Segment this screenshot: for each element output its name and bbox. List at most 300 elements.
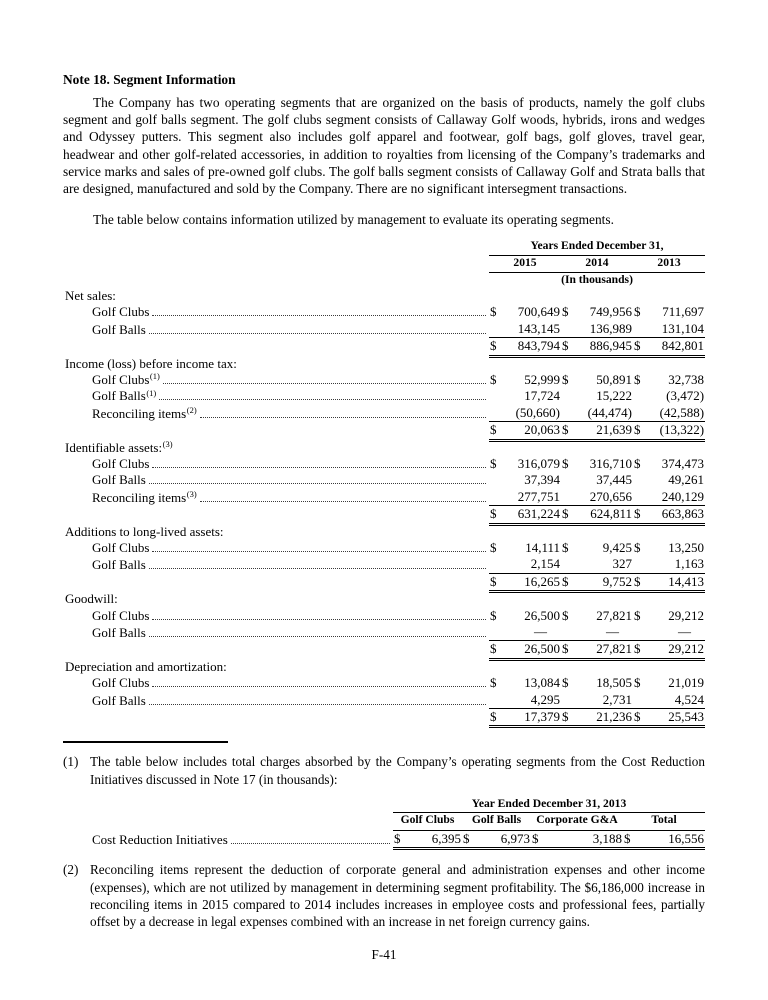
dollar-sign: $ bbox=[562, 675, 569, 691]
amount: 131,104 bbox=[661, 320, 705, 336]
amount: 20,063 bbox=[524, 422, 560, 438]
dot-leader bbox=[149, 483, 486, 484]
value-cell bbox=[561, 321, 633, 338]
value-cell-inner bbox=[489, 489, 561, 506]
dollar-sign: $ bbox=[634, 675, 641, 691]
section-title bbox=[63, 356, 705, 372]
money-value bbox=[489, 304, 561, 320]
total-cell-inner bbox=[633, 574, 705, 591]
dot-leader bbox=[152, 467, 486, 468]
row-label: Reconciling items $^{(2)}$ bbox=[63, 406, 489, 422]
amount: 14,111 bbox=[525, 540, 560, 556]
amount: 15,222 bbox=[596, 388, 632, 404]
table-row bbox=[63, 472, 705, 488]
amount: 886,945 bbox=[589, 338, 632, 354]
total-cell-inner bbox=[489, 641, 561, 658]
dollar-sign: $ bbox=[634, 573, 641, 589]
value-cell-inner bbox=[489, 321, 561, 338]
money-value bbox=[489, 422, 561, 438]
total-value-cell bbox=[633, 506, 705, 523]
total-cell-inner bbox=[633, 506, 705, 523]
table-row bbox=[63, 675, 705, 691]
money-value bbox=[561, 574, 633, 590]
footnote-1 bbox=[63, 753, 705, 787]
row-label bbox=[63, 675, 489, 691]
value-cell bbox=[633, 456, 705, 472]
fn-value-cell bbox=[462, 831, 531, 849]
footnote-2-marker: (2) bbox=[63, 862, 79, 878]
amount: 29,212 bbox=[668, 607, 705, 623]
dollar-sign: $ bbox=[490, 607, 497, 623]
row-label: Golf Balls $^{(1)}$ bbox=[63, 388, 489, 404]
row-label: Golf Clubs $^{(1)}$ bbox=[63, 372, 489, 388]
amount: — bbox=[606, 624, 619, 640]
total-row bbox=[63, 338, 705, 355]
row-label-text: Golf Clubs bbox=[92, 455, 150, 471]
value-cell-inner bbox=[489, 405, 561, 422]
section-row bbox=[63, 591, 705, 607]
row-label-text: Golf Clubs bbox=[92, 540, 150, 556]
footnote-2-text: Reconciling items represent the deduction of corporate general and administration expenses and other income (expenses), which are not utilized by management in determining segment profitability. The $6,186,000 increase in reconciling items in 2015 compared to 2014 includes increases in employee costs and professional fees, partially offset by a decrease in legal expenses combined with an increase in net foreign currency gains. bbox=[90, 862, 705, 930]
total-cell-inner bbox=[561, 574, 633, 591]
dot-leader bbox=[159, 399, 486, 400]
fn-row-label-cell bbox=[63, 831, 393, 849]
value-cell bbox=[489, 304, 561, 320]
amount: 26,500 bbox=[524, 641, 560, 657]
amount: 624,811 bbox=[590, 506, 632, 522]
fn-table-data-row bbox=[63, 831, 705, 849]
row-label-text: Golf Balls bbox=[92, 625, 146, 641]
value-cell-inner bbox=[633, 405, 705, 422]
amount: 16,265 bbox=[524, 573, 560, 589]
fn-table-columns-row bbox=[63, 813, 705, 831]
money-value bbox=[489, 506, 561, 522]
table-header-row bbox=[63, 239, 705, 256]
money-value bbox=[489, 574, 561, 590]
section-title-text: Goodwill: bbox=[65, 591, 118, 607]
amount: (42,588) bbox=[659, 404, 705, 420]
amount: 21,236 bbox=[596, 709, 632, 725]
dollar-sign: $ bbox=[634, 338, 641, 354]
value-cell-inner bbox=[489, 624, 561, 641]
amount: 749,956 bbox=[589, 304, 632, 320]
amount: 843,794 bbox=[517, 338, 560, 354]
amount: 14,413 bbox=[668, 573, 705, 589]
money-value bbox=[489, 608, 561, 624]
money-value bbox=[561, 506, 633, 522]
value-cell-inner bbox=[489, 608, 561, 624]
value-cell bbox=[561, 405, 633, 422]
dot-leader bbox=[149, 568, 486, 569]
amount: 17,379 bbox=[524, 709, 560, 725]
amount: — bbox=[534, 624, 547, 640]
value-cell bbox=[489, 456, 561, 472]
section-title-text: Additions to long-lived assets: bbox=[65, 523, 224, 539]
money-value bbox=[633, 372, 705, 388]
fn-column-label: Golf Clubs bbox=[393, 813, 462, 831]
dollar-sign: $ bbox=[634, 540, 641, 556]
value-cell-inner bbox=[633, 372, 705, 388]
value-cell-inner bbox=[561, 556, 633, 573]
amount: 18,505 bbox=[596, 675, 632, 691]
value-cell bbox=[561, 692, 633, 709]
fn-row-label bbox=[63, 832, 393, 849]
dollar-sign: $ bbox=[562, 540, 569, 556]
total-cell-inner bbox=[561, 338, 633, 355]
fn-value-cell-inner bbox=[531, 831, 623, 849]
table-row bbox=[63, 372, 705, 388]
value-cell-inner bbox=[633, 472, 705, 488]
amount: 4,295 bbox=[530, 691, 560, 707]
amount: 136,989 bbox=[589, 320, 632, 336]
fn-value-cell bbox=[531, 831, 623, 849]
money-value bbox=[489, 675, 561, 691]
dollar-sign: $ bbox=[490, 506, 497, 522]
value-cell-inner bbox=[489, 304, 561, 320]
dollar-sign: $ bbox=[394, 830, 401, 846]
value-cell bbox=[633, 489, 705, 506]
table-row bbox=[63, 540, 705, 556]
fn-value-cell-inner bbox=[393, 831, 462, 849]
value-cell bbox=[561, 388, 633, 404]
amount: 2,731 bbox=[602, 691, 632, 707]
fn-table-header-row bbox=[63, 797, 705, 814]
dollar-sign: $ bbox=[490, 540, 497, 556]
money-value bbox=[561, 641, 633, 657]
total-value-cell bbox=[489, 641, 561, 658]
section-title bbox=[63, 288, 705, 304]
money-value bbox=[489, 709, 561, 725]
amount: 663,863 bbox=[661, 506, 705, 522]
section-title bbox=[63, 659, 705, 675]
value-cell bbox=[561, 675, 633, 691]
value-cell bbox=[561, 304, 633, 320]
dollar-sign: $ bbox=[634, 709, 641, 725]
amount: 2,154 bbox=[530, 556, 560, 572]
amount: 37,394 bbox=[524, 472, 560, 488]
section-title bbox=[63, 524, 705, 540]
year-column-cell bbox=[489, 256, 561, 274]
row-label bbox=[63, 304, 489, 320]
money-value bbox=[489, 372, 561, 388]
total-value-cell bbox=[633, 422, 705, 439]
dollar-sign: $ bbox=[562, 304, 569, 320]
total-cell-inner bbox=[489, 506, 561, 523]
value-cell-inner bbox=[561, 372, 633, 388]
years-ended-header: Years Ended December 31, bbox=[489, 239, 705, 256]
total-cell-inner bbox=[489, 422, 561, 439]
fn-row-label-text: Cost Reduction Initiatives bbox=[92, 831, 228, 847]
money-value bbox=[623, 831, 705, 848]
year-label: 2014 bbox=[561, 256, 633, 274]
value-cell bbox=[489, 540, 561, 556]
total-value-cell bbox=[633, 709, 705, 726]
total-value-cell bbox=[489, 338, 561, 355]
dollar-sign: $ bbox=[624, 830, 631, 846]
units-note-cell bbox=[489, 273, 705, 288]
table-row bbox=[63, 304, 705, 320]
value-cell bbox=[633, 321, 705, 338]
row-label-cell bbox=[63, 304, 489, 320]
total-value-cell bbox=[561, 709, 633, 726]
money-value bbox=[633, 506, 705, 522]
year-label: 2013 bbox=[633, 256, 705, 274]
value-cell bbox=[561, 556, 633, 573]
total-cell-inner bbox=[561, 709, 633, 726]
value-cell-inner bbox=[489, 372, 561, 388]
row-label-text: Golf Clubs bbox=[92, 304, 150, 320]
amount: 270,656 bbox=[589, 488, 632, 504]
amount: 26,500 bbox=[524, 607, 560, 623]
dollar-sign: $ bbox=[490, 304, 497, 320]
money-value bbox=[489, 338, 561, 354]
amount: 277,751 bbox=[517, 488, 560, 504]
dollar-sign: $ bbox=[562, 455, 569, 471]
value-cell-inner bbox=[561, 304, 633, 320]
amount: 374,473 bbox=[661, 455, 705, 471]
fn-column-label: Golf Balls bbox=[462, 813, 531, 831]
amount: 711,697 bbox=[662, 304, 705, 320]
row-label-text: Golf Clubs bbox=[92, 607, 150, 623]
dot-leader bbox=[163, 383, 486, 384]
section-title-text: Net sales: bbox=[65, 287, 116, 303]
money-value bbox=[489, 456, 561, 472]
value-cell bbox=[633, 624, 705, 641]
value-cell-inner bbox=[561, 472, 633, 488]
period-header: Year Ended December 31, 2013 bbox=[393, 797, 705, 814]
fn-value-cell bbox=[393, 831, 462, 849]
footnote-1-text: The table below includes total charges absorbed by the Company’s operating segments from the Cost Reduction Initiatives discussed in Note 17 (in thousands): bbox=[90, 754, 705, 787]
value-cell-inner bbox=[561, 456, 633, 472]
amount: 13,250 bbox=[668, 540, 705, 556]
value-cell bbox=[561, 472, 633, 488]
value-cell bbox=[633, 405, 705, 422]
amount: 13,084 bbox=[524, 675, 560, 691]
dollar-sign: $ bbox=[490, 371, 497, 387]
dollar-sign: $ bbox=[562, 371, 569, 387]
amount: 4,524 bbox=[674, 691, 705, 707]
fn-value-cell bbox=[623, 831, 705, 849]
value-cell-inner bbox=[561, 405, 633, 422]
total-value-cell bbox=[561, 506, 633, 523]
money-value bbox=[633, 422, 705, 438]
money-value bbox=[633, 540, 705, 556]
year-column-cell bbox=[633, 256, 705, 274]
total-row bbox=[63, 422, 705, 439]
value-cell bbox=[489, 405, 561, 422]
year-label: 2015 bbox=[489, 256, 561, 274]
value-cell-inner bbox=[489, 675, 561, 691]
page-number: F-41 bbox=[371, 947, 397, 963]
dot-leader bbox=[231, 843, 390, 844]
amount: 17,724 bbox=[524, 388, 560, 404]
money-value bbox=[633, 456, 705, 472]
section-row bbox=[63, 440, 705, 456]
total-value-cell bbox=[489, 506, 561, 523]
money-value bbox=[633, 304, 705, 320]
amount: 21,639 bbox=[596, 422, 632, 438]
dollar-sign: $ bbox=[490, 709, 497, 725]
amount: 327 bbox=[612, 556, 632, 572]
amount: 9,425 bbox=[602, 540, 632, 556]
total-row bbox=[63, 506, 705, 523]
section-title: Identifiable assets: $^{(3)}$ bbox=[65, 439, 173, 455]
value-cell-inner bbox=[489, 456, 561, 472]
units-note-row bbox=[63, 273, 705, 288]
fn-column-label: Corporate G&A bbox=[531, 813, 623, 831]
total-value-cell bbox=[489, 422, 561, 439]
value-cell-inner bbox=[561, 540, 633, 556]
years-ended-header-cell bbox=[489, 239, 705, 256]
total-value-cell bbox=[489, 574, 561, 591]
dollar-sign: $ bbox=[634, 455, 641, 471]
total-row bbox=[63, 709, 705, 726]
total-row bbox=[63, 574, 705, 591]
amount: 6,973 bbox=[500, 830, 530, 846]
money-value bbox=[633, 675, 705, 691]
row-label bbox=[63, 608, 489, 624]
value-cell bbox=[489, 624, 561, 641]
row-label-cell bbox=[63, 372, 489, 388]
fn-value-cell-inner bbox=[462, 831, 531, 849]
table-row bbox=[63, 456, 705, 472]
units-note: (In thousands) bbox=[561, 273, 633, 287]
table-row bbox=[63, 321, 705, 338]
value-cell bbox=[489, 321, 561, 338]
amount: 9,752 bbox=[602, 573, 632, 589]
row-label-text: Golf Balls bbox=[92, 557, 146, 573]
dollar-sign: $ bbox=[634, 607, 641, 623]
value-cell bbox=[561, 540, 633, 556]
dot-leader bbox=[149, 333, 486, 334]
section-row bbox=[63, 356, 705, 372]
value-cell-inner bbox=[561, 489, 633, 506]
amount: 25,543 bbox=[668, 709, 705, 725]
dollar-sign: $ bbox=[463, 830, 470, 846]
total-cell-inner bbox=[633, 641, 705, 658]
dollar-sign: $ bbox=[634, 422, 641, 438]
footnote-2 bbox=[63, 861, 705, 930]
fn-column-cell bbox=[462, 813, 531, 831]
value-cell-inner bbox=[561, 692, 633, 709]
amount: 50,891 bbox=[596, 371, 632, 387]
total-cell-inner bbox=[561, 506, 633, 523]
money-value bbox=[633, 641, 705, 657]
money-value bbox=[561, 456, 633, 472]
value-cell bbox=[633, 388, 705, 404]
amount: 27,821 bbox=[596, 641, 632, 657]
row-label-text: Golf Clubs bbox=[92, 371, 150, 387]
value-cell-inner bbox=[489, 388, 561, 404]
amount: 29,212 bbox=[668, 641, 705, 657]
table-row bbox=[63, 405, 705, 422]
value-cell-inner bbox=[633, 489, 705, 506]
fn-column-cell bbox=[393, 813, 462, 831]
row-label-cell bbox=[63, 388, 489, 404]
value-cell-inner bbox=[633, 321, 705, 338]
money-value bbox=[561, 540, 633, 556]
total-value-cell bbox=[633, 641, 705, 658]
value-cell bbox=[489, 489, 561, 506]
money-value bbox=[561, 372, 633, 388]
value-cell bbox=[633, 692, 705, 709]
row-label-cell bbox=[63, 540, 489, 556]
row-label-text: Golf Balls bbox=[92, 321, 146, 337]
total-value-cell bbox=[561, 641, 633, 658]
table-row bbox=[63, 608, 705, 624]
table-row bbox=[63, 388, 705, 404]
row-label-text: Golf Balls bbox=[92, 692, 146, 708]
value-cell-inner bbox=[633, 388, 705, 404]
value-cell bbox=[633, 372, 705, 388]
segment-information-table bbox=[63, 239, 705, 726]
row-label bbox=[63, 540, 489, 556]
money-value bbox=[393, 831, 462, 848]
value-cell-inner bbox=[561, 388, 633, 404]
money-value bbox=[462, 831, 531, 848]
value-cell bbox=[489, 692, 561, 709]
row-label bbox=[63, 625, 489, 641]
money-value bbox=[633, 608, 705, 624]
amount: 32,738 bbox=[668, 371, 705, 387]
row-label-text: Reconciling items bbox=[92, 405, 187, 421]
value-cell-inner bbox=[633, 675, 705, 691]
money-value bbox=[531, 831, 623, 848]
amount: — bbox=[678, 624, 692, 640]
dot-leader bbox=[152, 551, 486, 552]
value-cell bbox=[489, 556, 561, 573]
row-label-cell bbox=[63, 321, 489, 338]
dollar-sign: $ bbox=[562, 607, 569, 623]
row-label bbox=[63, 456, 489, 472]
dot-leader bbox=[152, 686, 486, 687]
dollar-sign: $ bbox=[532, 830, 539, 846]
row-label bbox=[63, 693, 489, 709]
dollar-sign: $ bbox=[562, 422, 569, 438]
table-row bbox=[63, 692, 705, 709]
amount: 27,821 bbox=[596, 607, 632, 623]
amount: 16,556 bbox=[668, 830, 705, 846]
dot-leader bbox=[149, 704, 486, 705]
fn-column-cell bbox=[623, 813, 705, 831]
value-cell-inner bbox=[489, 556, 561, 573]
dollar-sign: $ bbox=[490, 675, 497, 691]
dollar-sign: $ bbox=[562, 709, 569, 725]
row-label-cell bbox=[63, 472, 489, 488]
value-cell-inner bbox=[633, 540, 705, 556]
section-title-text: Income (loss) before income tax: bbox=[65, 355, 237, 371]
total-cell-inner bbox=[633, 709, 705, 726]
row-label bbox=[63, 322, 489, 338]
dollar-sign: $ bbox=[490, 338, 497, 354]
dollar-sign: $ bbox=[562, 641, 569, 657]
row-label-cell bbox=[63, 456, 489, 472]
amount: 842,801 bbox=[661, 338, 705, 354]
row-label-text: Golf Balls bbox=[92, 472, 146, 488]
dollar-sign: $ bbox=[562, 573, 569, 589]
value-cell-inner bbox=[489, 540, 561, 556]
fn-value-cell-inner bbox=[623, 831, 705, 849]
amount: (13,322) bbox=[659, 422, 705, 438]
period-header-cell bbox=[393, 797, 705, 814]
value-cell bbox=[633, 472, 705, 488]
amount: 700,649 bbox=[517, 304, 560, 320]
section-title-text: Identifiable assets: bbox=[65, 439, 163, 455]
dollar-sign: $ bbox=[562, 338, 569, 354]
row-label-text: Golf Balls bbox=[92, 388, 146, 404]
value-cell-inner bbox=[561, 608, 633, 624]
segment-description-paragraph: The Company has two operating segments that are organized on the basis of products, namely the golf clubs segment and golf balls segment. The golf clubs segment consists of Callaway Golf woods, hybrids, irons and wedges and Odyssey putters. This segment also includes golf apparel and footwear, golf bags, golf gloves, travel gear, headwear and other golf-related accessories, in addition to royalties from licensing of the Company’s trademarks and service marks and sales of pre-owned golf clubs. The golf balls segment consists of Callaway Golf and Strata balls that are designed, manufactured and sold by the Company. There are no significant intersegment transactions. bbox=[63, 95, 705, 197]
